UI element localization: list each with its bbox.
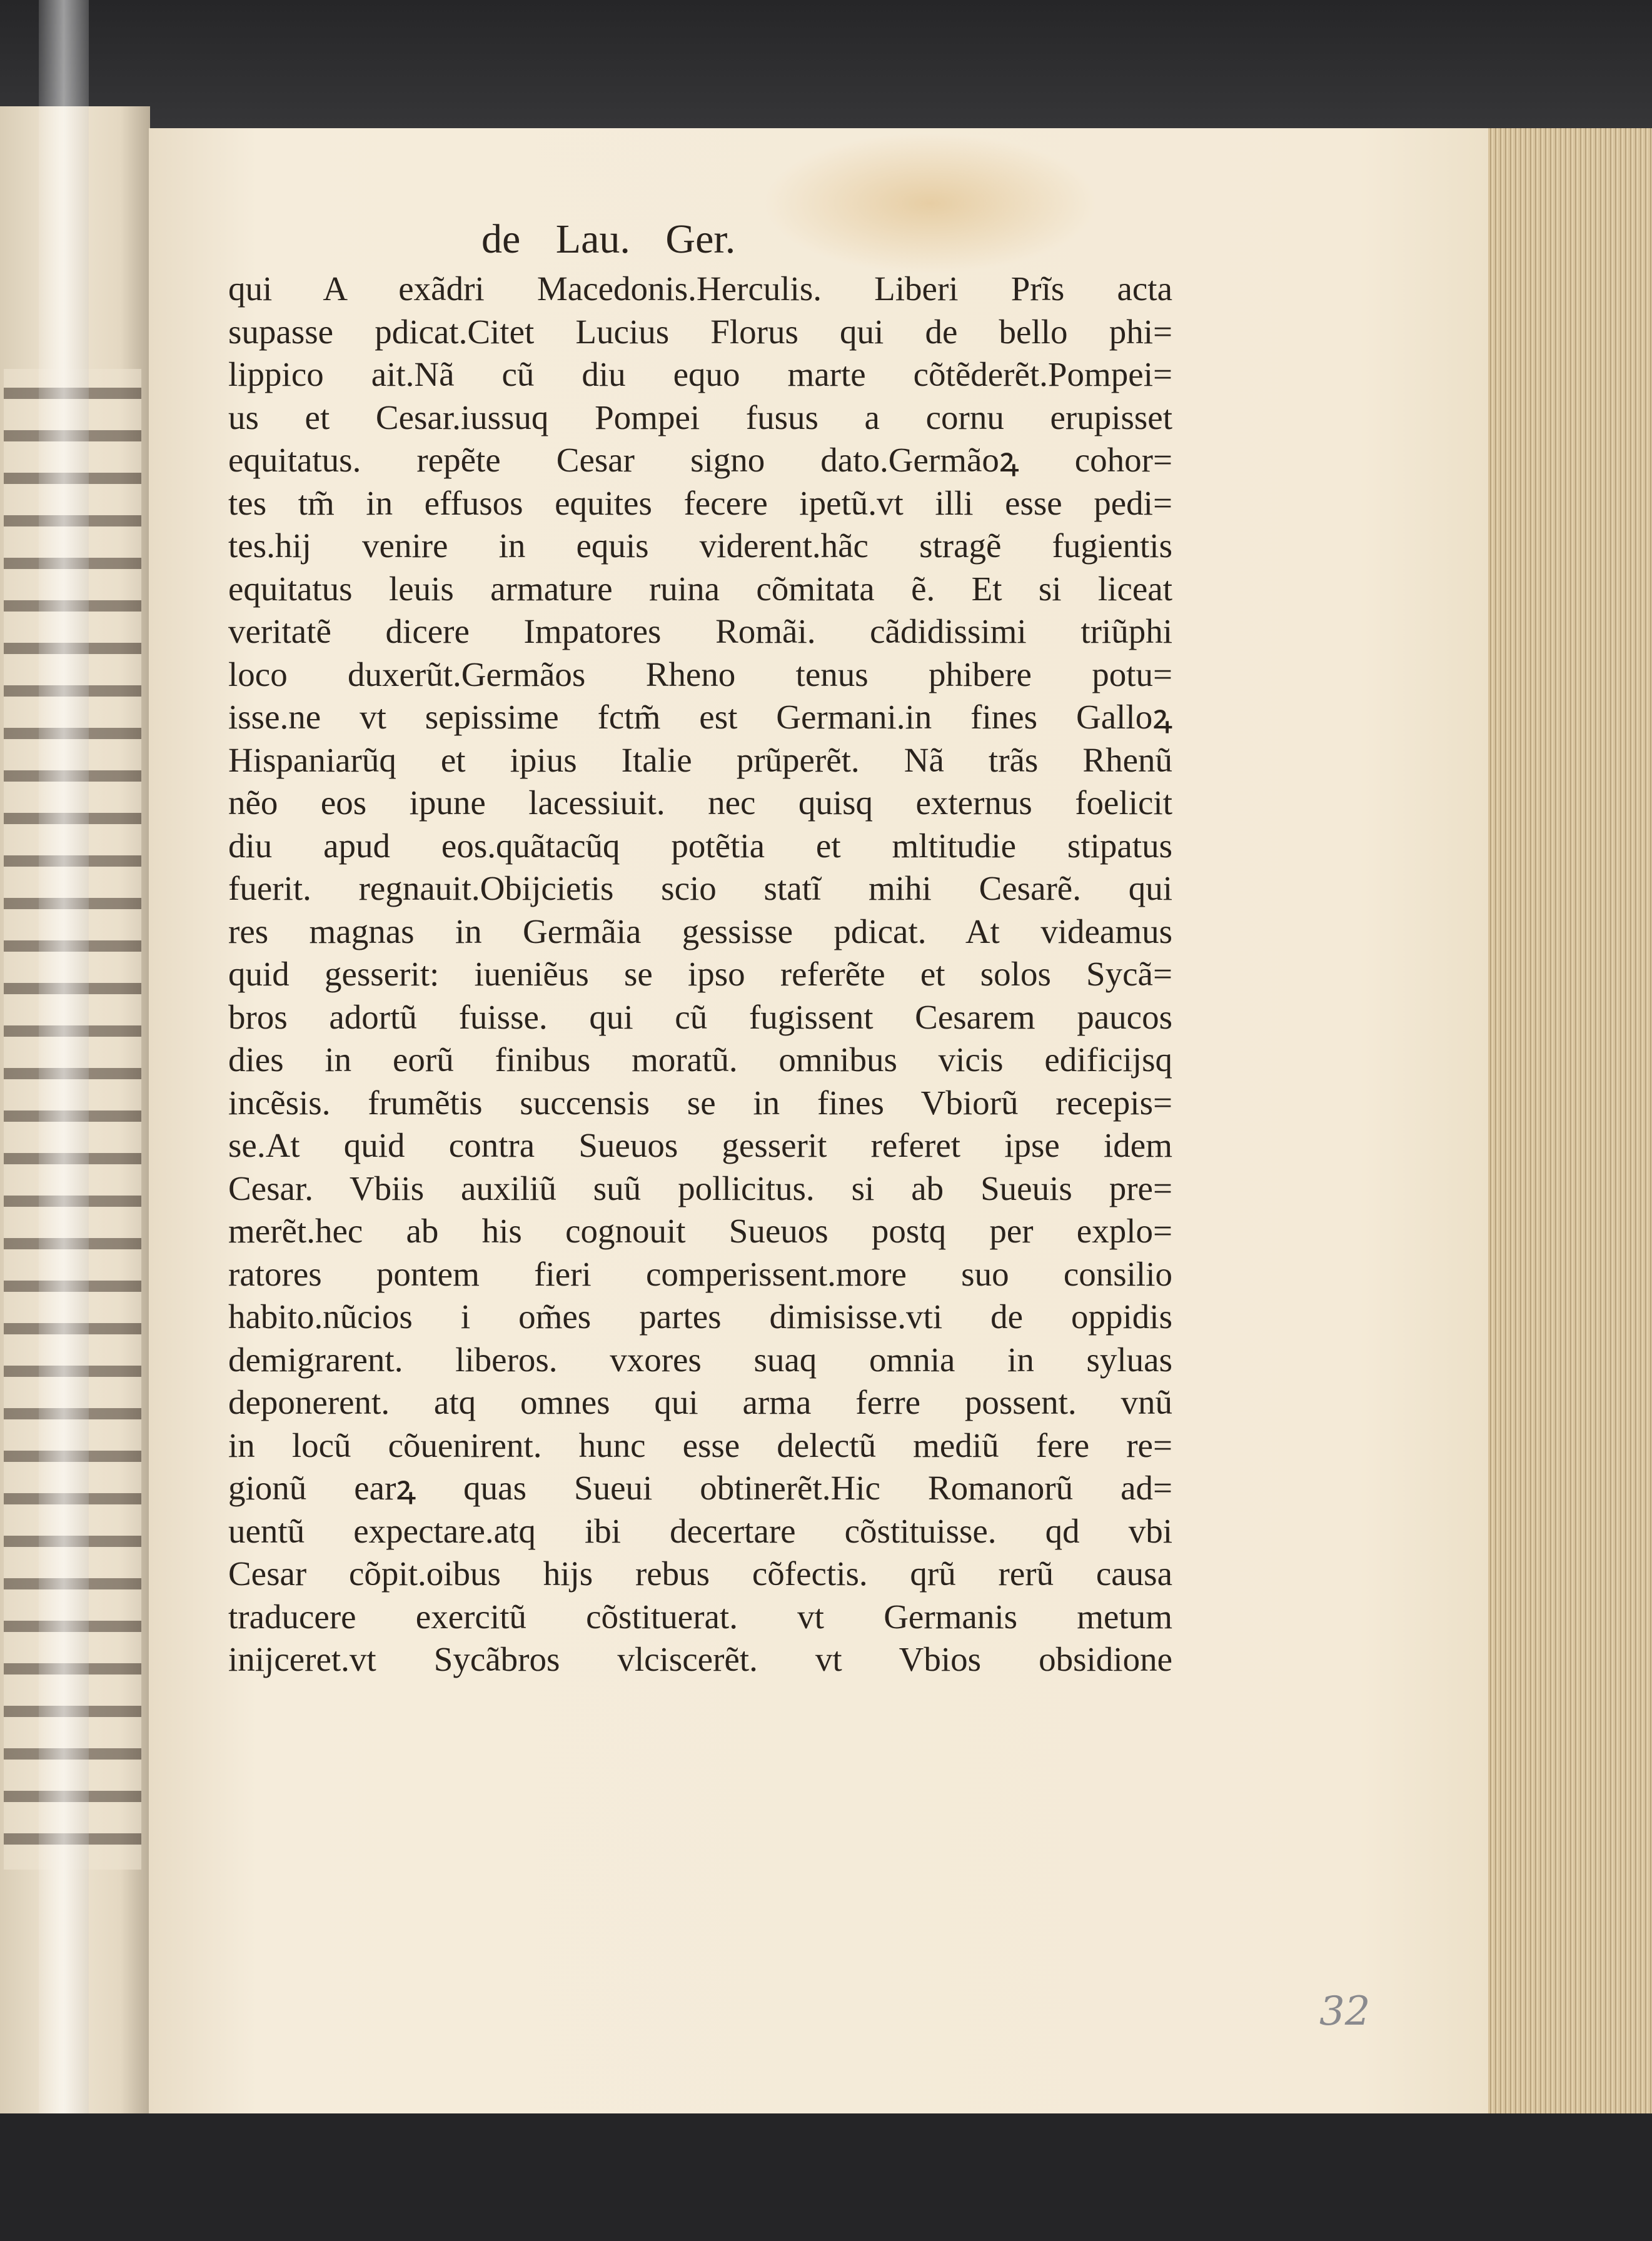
text-line: lippico ait.Nã cũ diu equo marte cõtẽderẽt.Pompei= <box>228 355 1172 393</box>
text-line: ratores pontem fieri comperissent.more suo consilio <box>228 1254 1172 1293</box>
text-line: incẽsis. frumẽtis succensis se in fines Vbiorũ recepis= <box>228 1083 1172 1122</box>
text-line: veritatẽ dicere Impatores Romãi. cãdidissimi triũphi <box>228 612 1172 650</box>
text-line: qui A exãdri Macedonis.Herculis. Liberi Prĩs acta <box>228 269 1172 308</box>
text-line: bros adortũ fuisse. qui cũ fugissent Cesarem paucos <box>228 997 1172 1036</box>
text-line: dies in eorũ finibus moratũ. omnibus vicis edificijsq <box>228 1040 1172 1079</box>
handwritten-folio-number: 32 <box>1319 1988 1371 2035</box>
page-holder-clip <box>39 0 89 2241</box>
text-line: equitatus leuis armature ruina cõmitata ẽ. Et si liceat <box>228 569 1172 608</box>
text-line: Hispaniarũq et ipius Italie prũperẽt. Nã trãs Rhenũ <box>228 740 1172 779</box>
text-line: demigrarent. liberos. vxores suaq omnia in syluas <box>228 1340 1172 1379</box>
text-line: tes.hij venire in equis viderent.hãc stragẽ fugientis <box>228 526 1172 565</box>
background-bottom <box>0 2113 1652 2241</box>
text-line: res magnas in Germãia gessisse pdicat. At videamus <box>228 912 1172 950</box>
text-line: tes tm̃ in effusos equites fecere ipetũ.vt illi esse pedi= <box>228 483 1172 522</box>
text-line: equitatus. repẽte Cesar signo dato.Germãoꝝ cohor= <box>228 441 1172 479</box>
body-text <box>228 268 1172 1681</box>
text-line: habito.nũcios i om̃es partes dimisisse.vti de oppidis <box>228 1297 1172 1336</box>
text-line: supasse pdicat.Citet Lucius Florus qui de bello phi= <box>228 312 1172 351</box>
text-line: loco duxerũt.Germãos Rheno tenus phibere potu= <box>228 655 1172 693</box>
running-header: de Lau. Ger. <box>481 216 736 262</box>
text-line: merẽt.hec ab his cognouit Sueuos postq per explo= <box>228 1212 1172 1250</box>
text-line: se.At quid contra Sueuos gesserit referet ipse idem <box>228 1126 1172 1164</box>
text-line: isse.ne vt sepissime fctm̃ est Germani.in fines Galloꝝ <box>228 698 1172 736</box>
text-line: inijceret.vt Sycãbros vlciscerẽt. vt Vbios obsidione <box>228 1640 1172 1678</box>
text-line: Cesar. Vbiis auxiliũ suũ pollicitus. si ab Sueuis pre= <box>228 1169 1172 1207</box>
text-line: us et Cesar.iussuq Pompei fusus a cornu erupisset <box>228 398 1172 436</box>
text-line: traducere exercitũ cõstituerat. vt Germanis metum <box>228 1597 1172 1636</box>
text-line: Cesar cõpit.oibus hijs rebus cõfectis. qrũ rerũ causa <box>228 1554 1172 1593</box>
text-line: gionũ earꝝ quas Sueui obtinerẽt.Hic Romanorũ ad= <box>228 1469 1172 1507</box>
text-line: diu apud eos.quãtacũq potẽtia et mltitudie stipatus <box>228 826 1172 865</box>
text-line: quid gesserit: iueniẽus se ipso referẽte et solos Sycã= <box>228 955 1172 993</box>
text-line: in locũ cõuenirent. hunc esse delectũ mediũ fere re= <box>228 1426 1172 1464</box>
page-edges <box>1488 128 1652 2113</box>
text-line: fuerit. regnauit.Obijcietis scio statĩ mihi Cesarẽ. qui <box>228 869 1172 907</box>
text-line: nẽo eos ipune lacessiuit. nec quisq externus foelicit <box>228 783 1172 822</box>
text-line: deponerent. atq omnes qui arma ferre possent. vnũ <box>228 1383 1172 1421</box>
text-line: uentũ expectare.atq ibi decertare cõstituisse. qd vbi <box>228 1511 1172 1550</box>
